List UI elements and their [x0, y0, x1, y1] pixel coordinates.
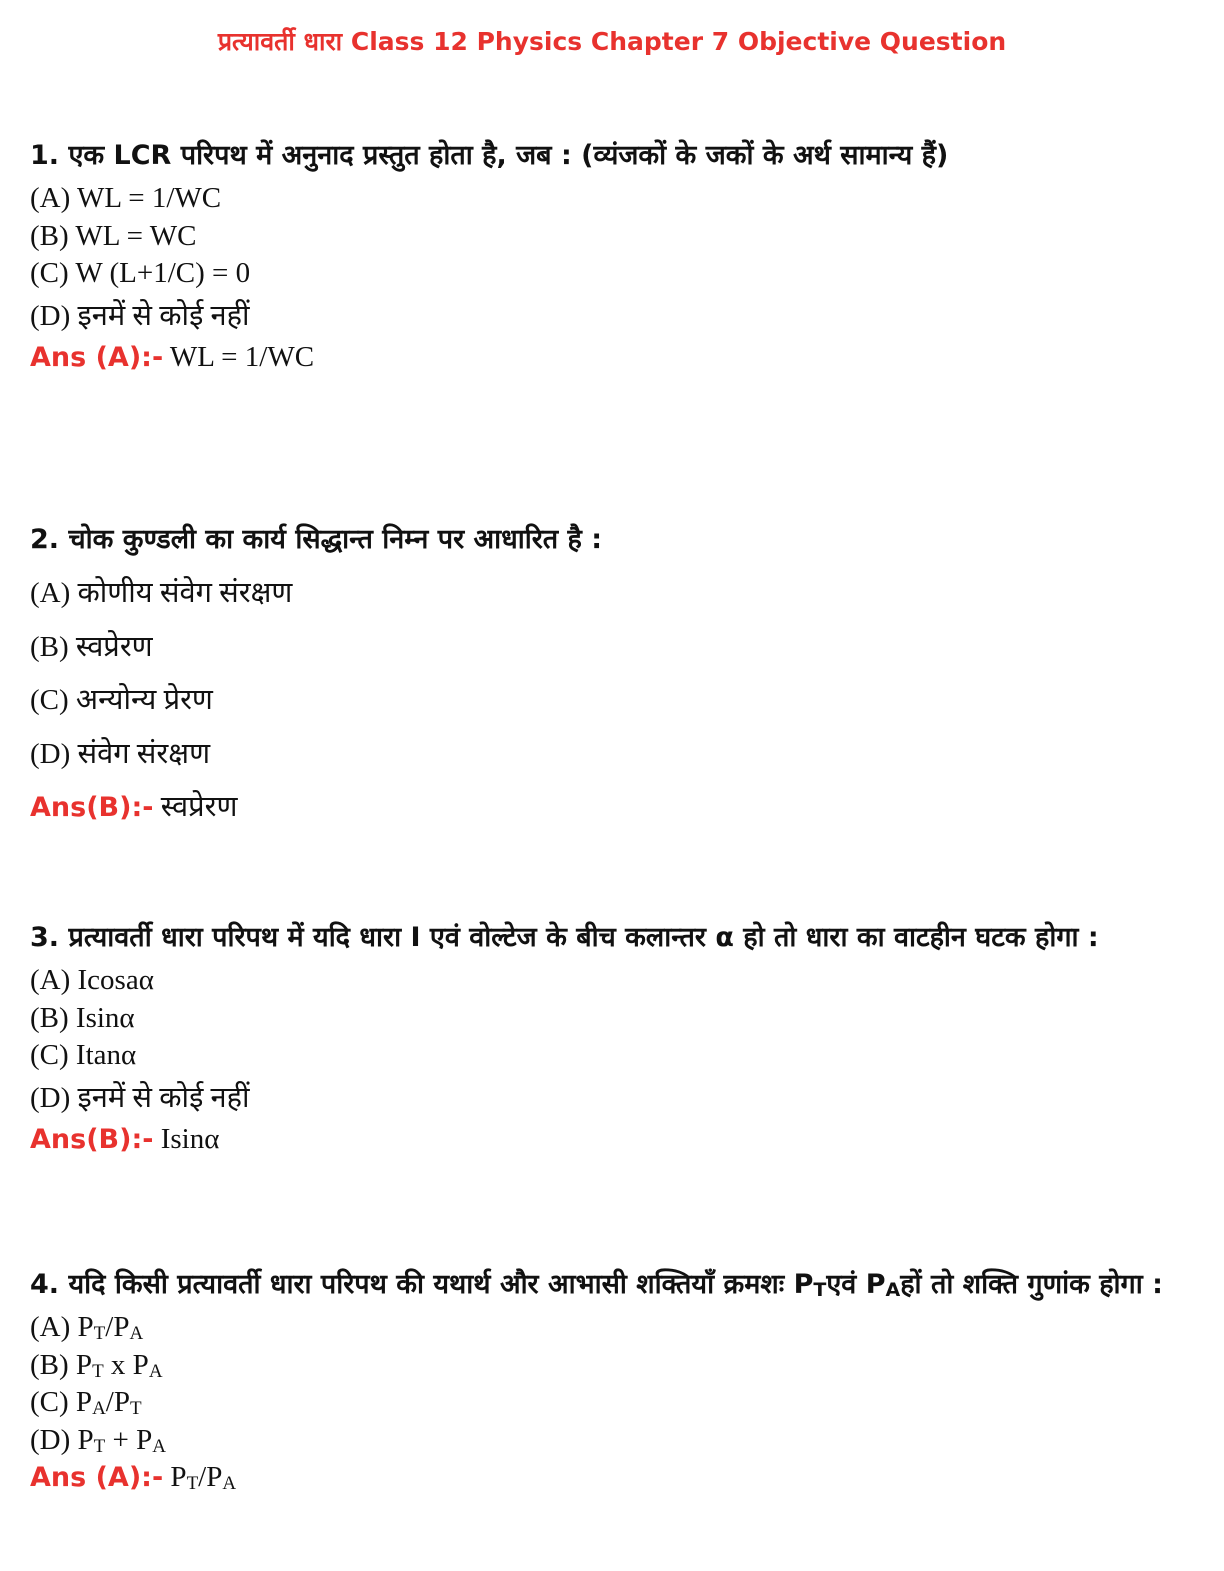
and-word: एवं: [826, 1269, 866, 1300]
question-2-text: [30, 513, 1195, 567]
answer-line: [30, 339, 1195, 377]
question-number: 4.: [30, 1269, 60, 1300]
question-2: [30, 513, 1195, 835]
option-b: (B) WL = WC: [30, 219, 197, 252]
answer-line: [30, 1121, 1195, 1159]
option-b: (B) स्वप्रेरण: [30, 630, 153, 663]
question-number: 2.: [30, 524, 60, 555]
option-a: (A) WL = 1/WC: [30, 182, 222, 214]
answer-label: Ans (A):-: [30, 1462, 164, 1493]
question-body: यदि किसी प्रत्यावर्ती धारा परिपथ की यथार्थ और आभासी शक्तियाँ क्रमशः: [68, 1269, 794, 1300]
question-number: 3.: [30, 922, 60, 953]
option-d: (D) PT + PA: [30, 1423, 166, 1457]
option-c: (C) PA/PT: [30, 1386, 142, 1419]
option-a: (A) Icosaα: [30, 964, 154, 996]
question-body: प्रत्यावर्ती धारा परिपथ में यदि धारा I एवं वोल्टेज के बीच कलान्तर α हो तो धारा का वाटहीन घटक होगा :: [68, 922, 1099, 953]
option-b: (B) Isinα: [30, 1001, 135, 1034]
option-d: (D) संवेग संरक्षण: [30, 737, 211, 770]
option-c: (C) Itanα: [30, 1039, 137, 1071]
answer-text: WL = 1/WC: [163, 340, 315, 373]
answer-label: Ans(B):-: [30, 792, 154, 823]
question-body-end: तो शक्ति गुणांक होगा :: [930, 1269, 1163, 1300]
option-a: (A) कोणीय संवेग संरक्षण: [30, 577, 293, 609]
answer-text: Isinα: [153, 1122, 220, 1155]
question-1-text: [30, 129, 1195, 183]
answer-line: Ans (A):- PT/PA: [30, 1461, 237, 1494]
option-a: (A) PT/PA: [30, 1311, 144, 1344]
option-c: (C) अन्योन्य प्रेरण: [30, 684, 213, 716]
real-power-symbol: PT: [793, 1269, 827, 1301]
option-c: (C) W (L+1/C) = 0: [30, 257, 251, 289]
question-3-text: [30, 911, 1195, 965]
question-4-text: [30, 1258, 1195, 1312]
option-d: (D) इनमें से कोई नहीं: [30, 299, 250, 332]
apparent-power-symbol: PAहों: [865, 1269, 922, 1301]
question-body: चोक कुण्डली का कार्य सिद्धान्त निम्न पर आधारित है :: [68, 524, 603, 555]
question-3: [30, 911, 1195, 1158]
answer-text: स्वप्रेरण: [153, 791, 238, 823]
answer-label: Ans (A):-: [30, 341, 164, 373]
option-d: (D) इनमें से कोई नहीं: [30, 1081, 250, 1114]
question-body: एक LCR परिपथ में अनुनाद प्रस्तुत होता है, जब : (व्यंजकों के जकों के अर्थ सामान्य हैं): [68, 140, 949, 171]
answer-label: Ans(B):-: [30, 1123, 154, 1155]
page-title: प्रत्यावर्ती धारा Class 12 Physics Chapter 7 Objective Question: [217, 27, 1007, 56]
question-number: 1.: [30, 140, 60, 171]
answer-line: [30, 781, 1195, 835]
question-4: [30, 1258, 1195, 1497]
question-1: [30, 129, 1195, 376]
option-b: (B) PT x PA: [30, 1348, 163, 1382]
